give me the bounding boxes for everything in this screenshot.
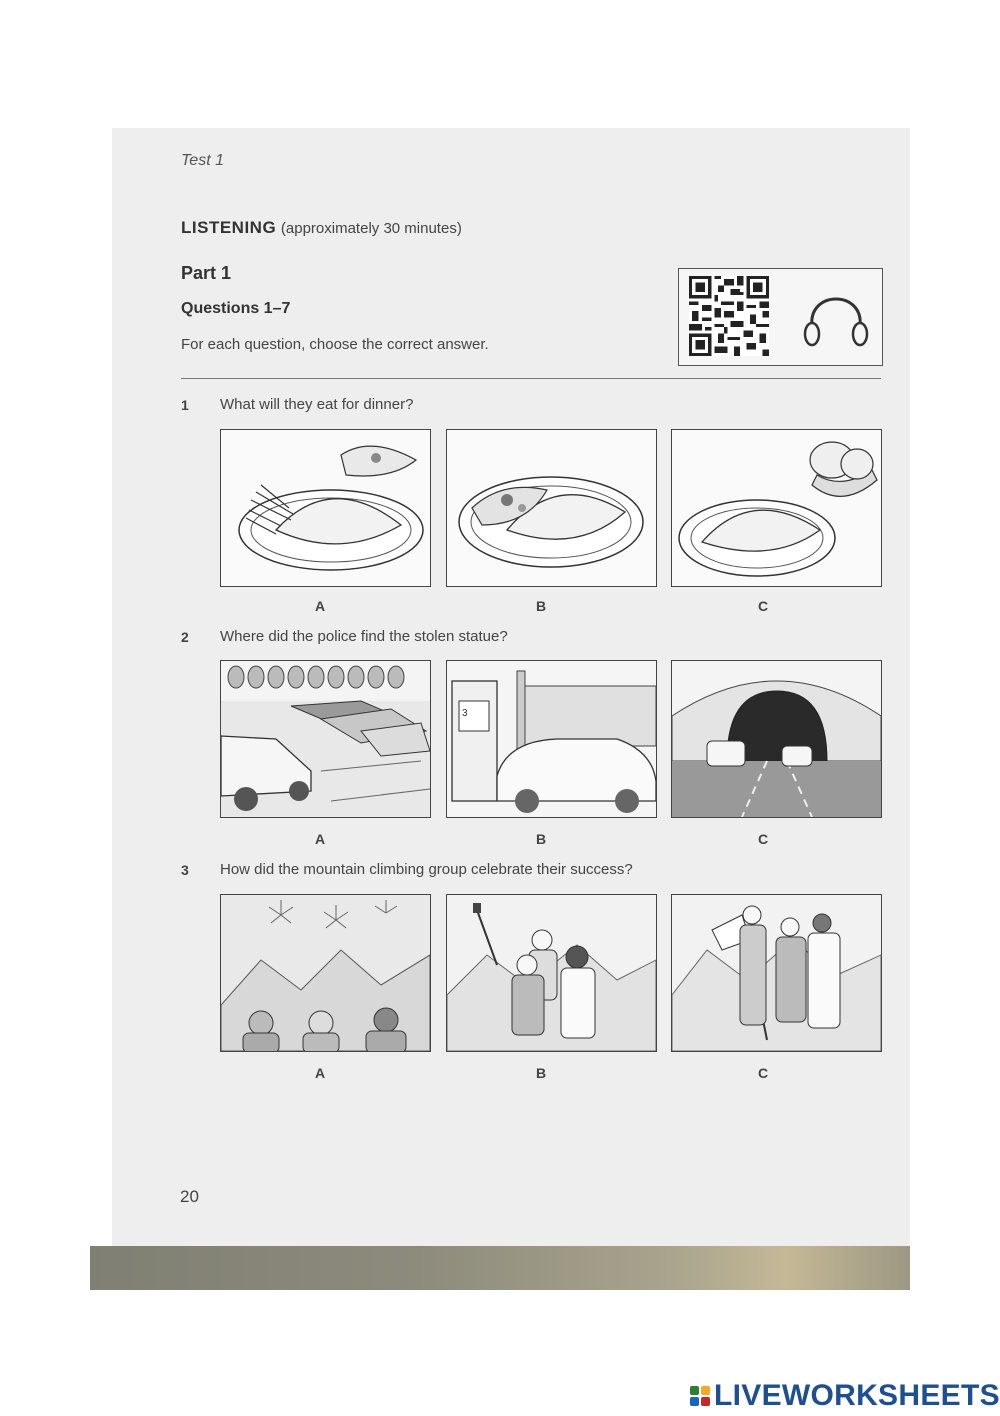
q1-image-a[interactable] <box>220 429 431 587</box>
question-number: 2 <box>181 629 189 645</box>
q2-image-a[interactable] <box>220 660 431 818</box>
q1-image-c[interactable] <box>671 429 882 587</box>
brand-name: LIVEWORKSHEETS <box>714 1379 1000 1412</box>
page-number: 20 <box>180 1187 199 1206</box>
footer-band <box>90 1246 910 1290</box>
option-label: A <box>314 598 326 614</box>
option-label: C <box>757 598 769 614</box>
option-label: B <box>535 1065 547 1081</box>
q2-image-b[interactable] <box>446 660 657 818</box>
section-divider <box>181 378 881 379</box>
omelette-with-fries-salad-illustration <box>221 430 430 586</box>
section-name: LISTENING <box>181 218 277 237</box>
instruction-text: For each question, choose the correct answer. <box>181 336 489 353</box>
section-duration: (approximately 30 minutes) <box>280 220 462 237</box>
q3-image-c[interactable] <box>671 894 882 1052</box>
q3-image-b[interactable] <box>446 894 657 1052</box>
question-number: 3 <box>181 862 189 878</box>
omelette-with-bread-illustration <box>672 430 881 586</box>
questions-range: Questions 1–7 <box>181 300 291 317</box>
option-label: B <box>535 598 547 614</box>
q2-image-c[interactable] <box>671 660 882 818</box>
selfie-group-illustration <box>447 895 656 1051</box>
liveworksheets-logo-icon <box>690 1386 710 1406</box>
option-label: C <box>757 831 769 847</box>
option-label: A <box>314 831 326 847</box>
section-title <box>181 218 462 238</box>
running-head: Test 1 <box>181 152 224 169</box>
question-number: 1 <box>181 397 189 413</box>
svg-text:3: 3 <box>462 708 468 719</box>
tunnel-illustration <box>672 661 881 817</box>
car-park-illustration <box>221 661 430 817</box>
omelette-with-salad-illustration <box>447 430 656 586</box>
q1-image-b[interactable] <box>446 429 657 587</box>
liveworksheets-brand[interactable] <box>690 1376 1000 1416</box>
headphones-icon <box>798 282 874 352</box>
option-label: B <box>535 831 547 847</box>
question-text: How did the mountain climbing group celebrate their success? <box>220 861 633 878</box>
fireworks-mountain-illustration <box>221 895 430 1051</box>
option-label: C <box>757 1065 769 1081</box>
question-text: What will they eat for dinner? <box>220 396 414 413</box>
petrol-station-illustration <box>447 661 656 817</box>
option-label: A <box>314 1065 326 1081</box>
part-title: Part 1 <box>181 263 232 283</box>
q3-image-a[interactable] <box>220 894 431 1052</box>
question-text: Where did the police find the stolen statue? <box>220 628 508 645</box>
flag-summit-group-illustration <box>672 895 881 1051</box>
qr-code-icon[interactable] <box>689 276 769 356</box>
